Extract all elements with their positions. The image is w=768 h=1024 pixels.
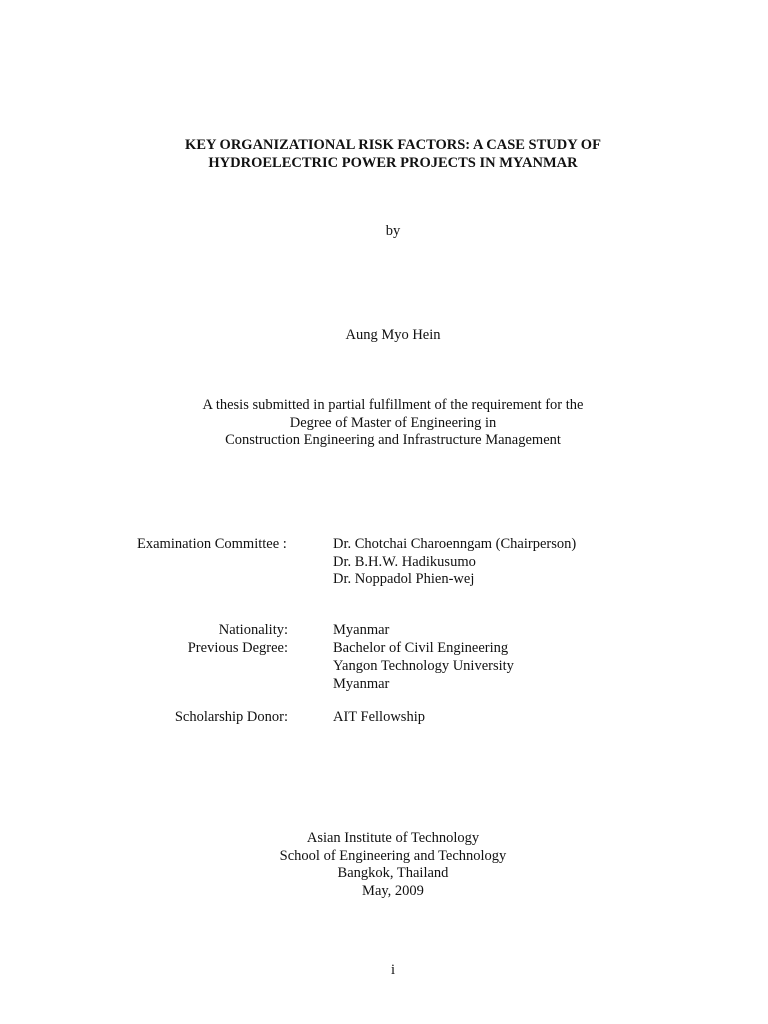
thesis-statement-line-1: A thesis submitted in partial fulfillment of the requirement for the [202, 397, 584, 413]
committee-row-3 [0, 570, 768, 588]
author-name: Aung Myo Hein [345, 327, 441, 343]
committee-row-1 [0, 535, 768, 553]
thesis-statement-line-2: Degree of Master of Engineering in [289, 414, 497, 431]
committee-member: Dr. Noppadol Phien-wej [333, 571, 475, 587]
institution-name: Asian Institute of Technology [306, 830, 480, 846]
nationality-value: Myanmar [333, 622, 390, 638]
previous-degree-row-3 [0, 675, 768, 693]
previous-degree-line: Bachelor of Civil Engineering [333, 640, 509, 656]
committee-label: Examination Committee : [137, 536, 287, 552]
scholarship-label: Scholarship Donor: [174, 709, 288, 725]
location: Bangkok, Thailand [337, 865, 449, 881]
institution-block [0, 830, 768, 900]
thesis-statement [0, 397, 768, 450]
nationality-label: Nationality: [218, 622, 288, 638]
thesis-statement-line-3: Construction Engineering and Infrastructure Management [225, 432, 561, 448]
previous-degree-row-1 [0, 639, 768, 657]
previous-degree-line: Myanmar [333, 676, 390, 692]
school-name: School of Engineering and Technology [279, 847, 507, 864]
previous-degree-line: Yangon Technology University [333, 658, 514, 674]
committee-member: Dr. B.H.W. Hadikusumo [333, 554, 476, 570]
thesis-title-line-1: KEY ORGANIZATIONAL RISK FACTORS: A CASE STUDY OF [185, 137, 601, 153]
thesis-title-line-2: HYDROELECTRIC POWER PROJECTS IN MYANMAR [208, 154, 578, 171]
previous-degree-label: Previous Degree: [187, 640, 288, 656]
committee-member: Dr. Chotchai Charoenngam (Chairperson) [333, 536, 577, 552]
scholarship-value: AIT Fellowship [333, 709, 425, 725]
committee-row-2 [0, 553, 768, 571]
nationality-row [0, 621, 768, 639]
previous-degree-row-2 [0, 657, 768, 675]
page-number: i [390, 962, 396, 978]
scholarship-row [0, 708, 768, 726]
submission-date: May, 2009 [362, 882, 424, 899]
by-text: by [385, 223, 401, 239]
thesis-title [0, 137, 768, 172]
